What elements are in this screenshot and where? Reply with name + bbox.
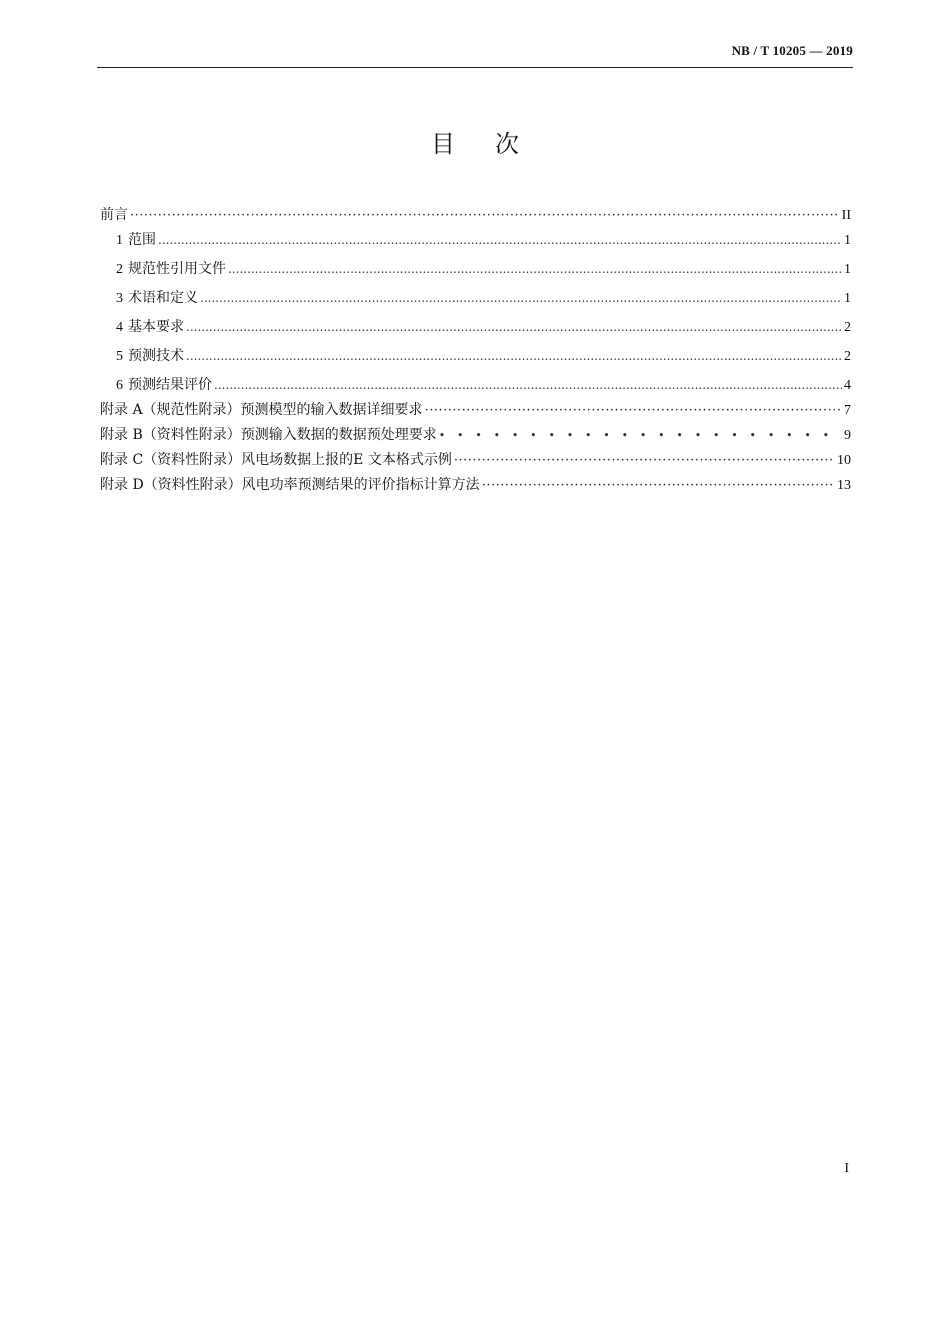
toc-leader xyxy=(186,345,842,367)
toc-entry-foreword[interactable] xyxy=(100,204,851,229)
toc-leader xyxy=(186,316,842,338)
toc-leader xyxy=(482,474,835,497)
toc-leader xyxy=(425,399,842,422)
toc-entry-label: 前言 xyxy=(100,207,128,223)
toc-entry-page: 1 xyxy=(844,262,851,277)
toc-entry-appendix-a[interactable] xyxy=(100,399,851,424)
toc-entry-label: 预测结果评价 xyxy=(128,377,212,393)
toc-entry-label: 预测技术 xyxy=(128,348,184,364)
toc-entry-page: 13 xyxy=(837,478,851,493)
toc-entry-page: 9 xyxy=(844,428,851,443)
page-title: 目次 xyxy=(431,130,559,158)
page-header xyxy=(97,42,853,68)
toc-entry-terms-definitions[interactable] xyxy=(100,287,851,316)
toc-entry-appendix-d[interactable] xyxy=(100,474,851,499)
toc-leader xyxy=(130,204,840,227)
toc-entry-appendix-b[interactable] xyxy=(100,424,851,449)
toc-leader xyxy=(439,424,842,447)
table-of-contents xyxy=(100,204,851,499)
toc-entry-number: 2 xyxy=(116,262,123,277)
toc-entry-forecast-technology[interactable] xyxy=(100,345,851,374)
toc-leader xyxy=(200,287,842,309)
toc-entry-label: 附录 D（资料性附录）风电功率预测结果的评价指标计算方法 xyxy=(100,477,480,493)
toc-entry-page: 1 xyxy=(844,233,851,248)
toc-entry-page: 2 xyxy=(844,349,851,364)
toc-entry-number: 1 xyxy=(116,233,123,248)
toc-entry-label: 附录 C（资料性附录）风电场数据上报的E 文本格式示例 xyxy=(100,452,452,468)
toc-entry-number: 5 xyxy=(116,349,123,364)
toc-entry-number: 4 xyxy=(116,320,123,335)
toc-entry-page: 4 xyxy=(844,378,851,393)
toc-entry-number: 3 xyxy=(116,291,123,306)
toc-leader xyxy=(158,229,842,251)
toc-entry-label: 附录 B（资料性附录）预测输入数据的数据预处理要求 xyxy=(100,427,437,443)
toc-entry-normative-references[interactable] xyxy=(100,258,851,287)
toc-entry-page: II xyxy=(841,208,851,223)
toc-entry-page: 7 xyxy=(844,403,851,418)
toc-leader xyxy=(454,449,835,472)
toc-entry-basic-requirements[interactable] xyxy=(100,316,851,345)
toc-entry-appendix-c[interactable] xyxy=(100,449,851,474)
toc-entry-page: 2 xyxy=(844,320,851,335)
toc-entry-page: 1 xyxy=(844,291,851,306)
toc-entry-label: 附录 A（规范性附录）预测模型的输入数据详细要求 xyxy=(100,402,423,418)
toc-entry-number: 6 xyxy=(116,378,123,393)
toc-entry-label: 基本要求 xyxy=(128,319,184,335)
page-number: I xyxy=(844,1161,849,1176)
toc-entry-label: 范围 xyxy=(128,232,156,248)
toc-leader xyxy=(214,374,842,396)
toc-entry-label: 术语和定义 xyxy=(128,290,198,306)
toc-leader xyxy=(228,258,842,280)
toc-entry-result-evaluation[interactable] xyxy=(100,374,851,399)
toc-entry-scope[interactable] xyxy=(100,229,851,258)
standard-code: NB / T 10205 — 2019 xyxy=(731,43,853,58)
toc-entry-label: 规范性引用文件 xyxy=(128,261,226,277)
toc-entry-page: 10 xyxy=(837,453,851,468)
